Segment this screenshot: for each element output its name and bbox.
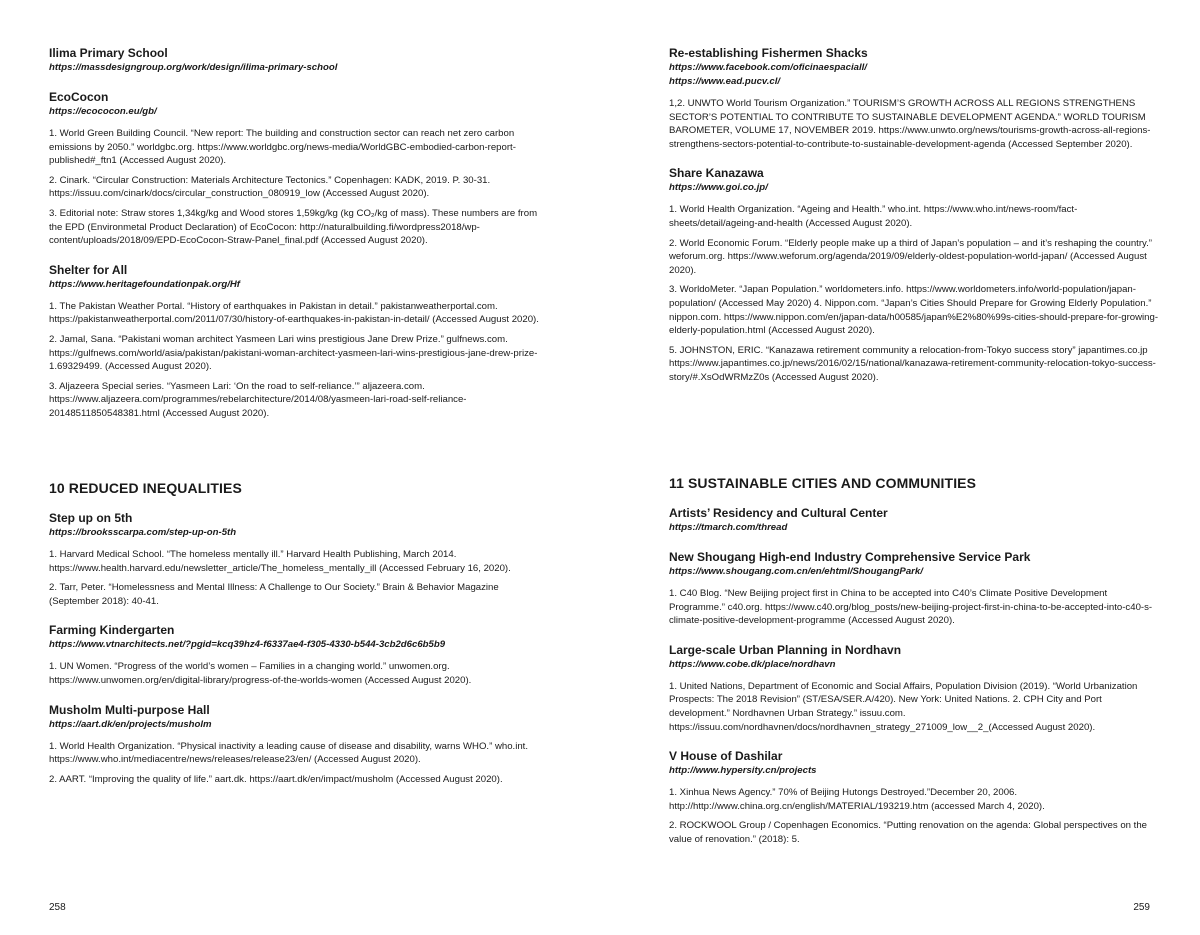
entry-title: Shelter for All [49, 262, 128, 277]
reference-note: 1. World Green Building Council. “New report: The building and construction sector can reach net zero carbon emissions by 2050.” worldgbc.org. https://www.worldgbc.org/news-media/WorldGBC-embodied-carbon-report-published#_ftn1 (Accessed August 2020). [49, 128, 516, 167]
project-link[interactable]: https://brooksscarpa.com/step-up-on-5th [49, 527, 237, 538]
project-link[interactable]: https://tmarch.com/thread [669, 522, 788, 533]
right-section-sustainable-cities [669, 474, 1159, 862]
page-number-right: 259 [1133, 902, 1150, 913]
reference-entry [669, 550, 1159, 628]
reference-note: 2. World Economic Forum. “Elderly people make up a third of Japan’s population – and it’s reshaping the country.” weforum.org. https://www.weforum.org/agenda/2019/09/elderly-oldest-population-world-japan/ (Accessed August 2020). [669, 237, 1152, 276]
entry-title: Re-establishing Fishermen Shacks [669, 46, 868, 60]
reference-entry [49, 623, 539, 687]
reference-entry [669, 46, 1159, 151]
project-link[interactable]: https://www.goi.co.jp/ [669, 182, 768, 194]
entry-title: Artists’ Residency and Cultural Center [669, 506, 888, 520]
entry-title: EcoCocon [49, 90, 109, 104]
reference-note: 2. Tarr, Peter. “Homelessness and Mental Illness: A Challenge to Our Society.” Brain & Behavior Magazine (September 2018): 40-41. [49, 582, 499, 607]
reference-note: 2. AART. “Improving the quality of life.” aart.dk. https://aart.dk/en/impact/musholm (Accessed August 2020). [49, 773, 503, 785]
reference-note: 2. ROCKWOOL Group / Copenhagen Economics. “Putting renovation on the agenda: Global perspectives on the value of renovation.” (2018): 5. [669, 820, 1148, 845]
reference-entry [49, 511, 539, 608]
reference-note: 3. WorldoMeter. “Japan Population.” worldometers.info. https://www.worldometers.info/world-population/japan-population/ (Accessed May 2020) 4. Nippon.com. “Japan’s Cities Should Prepare for Growing Elderly Population.” nippon.com. https://www.nippon.com/en/japan-data/h00585/japan%E2%80%99s-cities-should-prepare-for-growing-elderly-population.html (Accessed August 2020). [669, 284, 1159, 337]
reference-entry [49, 263, 539, 421]
project-link[interactable]: https://www.cobe.dk/place/nordhavn [669, 658, 836, 670]
reference-note: 1. World Health Organization. “Ageing and Health.” who.int. https://www.who.int/news-room/fact-sheets/detail/ageing-and-health (Accessed August 2020). [669, 204, 1078, 229]
entry-title: Step up on 5th [49, 511, 133, 525]
project-link[interactable]: https://www.facebook.com/oficinaespaciall/ [669, 62, 867, 73]
project-link[interactable]: https://www.heritagefoundationpak.org/Hf [49, 278, 240, 290]
reference-note: 1. Xinhua News Agency.” 70% of Beijing Hutongs Destroyed.”December 20, 2006. http://http://www.china.org.cn/english/MATERIAL/193219.htm (accessed March 4, 2020). [669, 787, 1045, 812]
reference-note: 1. The Pakistan Weather Portal. “History of earthquakes in Pakistan in detail.” pakistanweatherportal.com. https://pakistanweatherportal.com/2011/07/30/history-of-earthquakes-in-pakistan-in-detail/ (Accessed August 2020). [49, 300, 539, 326]
reference-note: 2. Cinark. “Circular Construction: Materials Architecture Tectonics.” Copenhagen: KADK, 2019. P. 30-31. https://issuu.com/cinark/docs/circular_construction_080919_low (Accessed August 2020). [49, 174, 491, 200]
entry-title: Ilima Primary School [49, 46, 168, 60]
section-heading: 11 SUSTAINABLE CITIES AND COMMUNITIES [669, 475, 977, 491]
reference-note: 1. United Nations, Department of Economic and Social Affairs, Population Division (2019). “World Urbanization Prospects: The 2018 Revision” (ST/ESA/SER.A/420). New York: United Nations. 2. CPH City and Port development.” Nordhavnen Urban Strategy.” issuu.com. https://issuu.com/nordhavnen/docs/nordhavnen_strategy_271009_low__2_(Accessed August 2020). [669, 680, 1138, 733]
entry-title: Musholm Multi-purpose Hall [49, 702, 210, 717]
reference-note: 1,2. UNWTO World Tourism Organization.” TOURISM’S GROWTH ACROSS ALL REGIONS STRENGTHENS SECTOR’S POTENTIAL TO CONTRIBUTE TO SUSTAINABLE DEVELOPMENT AGENDA.” WORLD TOURISM BAROMETER, VOLUME 17, NOVEMBER 2019. https://www.unwto.org/news/tourisms-growth-across-all-regions-strengthens-sectors-potential-to-contribute-to-sustainable-development-agenda (Accessed September 2020). [669, 98, 1151, 150]
reference-note: 1. World Health Organization. “Physical inactivity a leading cause of disease and disability, warns WHO.” who.int. https://www.who.int/mediacentre/news/releases/release23/en/ (Accessed August 2020). [49, 740, 529, 766]
project-link[interactable]: https://aart.dk/en/projects/musholm [49, 718, 212, 730]
entry-title: V House of Dashilar [669, 749, 783, 764]
project-link[interactable]: http://www.hypersity.cn/projects [669, 765, 817, 777]
reference-entry [669, 166, 1159, 384]
reference-entry [49, 703, 539, 787]
entry-title: New Shougang High-end Industry Comprehensive Service Park [669, 550, 1031, 564]
reference-entry [49, 46, 539, 75]
right-page-column [669, 46, 1159, 400]
project-link[interactable]: https://massdesigngroup.org/work/design/ilima-primary-school [49, 62, 338, 73]
reference-entry [669, 643, 1159, 734]
reference-note: 1. Harvard Medical School. “The homeless mentally ill.” Harvard Health Publishing, March 2014. https://www.health.harvard.edu/newsletter_article/The_homeless_mentally_ill (Accessed February 16, 2020). [49, 549, 511, 574]
reference-entry [669, 749, 1159, 846]
reference-entry [49, 90, 539, 248]
reference-note: 3. Editorial note: Straw stores 1,34kg/kg and Wood stores 1,59kg/kg (kg CO₂/kg of mass). These numbers are from the EPD (Environmetal Product Declaration) of EcoCocon: http://naturalbuilding.fi/wordpress2018/wp-content/uploads/2018/09/EPD-EcoCocon-Straw-Panel_final.pdf (Accessed August 2020). [49, 207, 538, 247]
entry-title: Farming Kindergarten [49, 623, 175, 638]
reference-note: 1. UN Women. “Progress of the world’s women – Families in a changing world.” unwomen.org. https://www.unwomen.org/en/digital-library/progress-of-the-worlds-women (Accessed August 2020). [49, 661, 472, 686]
project-link[interactable]: https://www.shougang.com.cn/en/ehtml/ShougangPark/ [669, 566, 923, 577]
reference-note: 5. JOHNSTON, ERIC. “Kanazawa retirement community a relocation-from-Tokyo success story” japantimes.co.jp https://www.japantimes.co.jp/news/2016/02/15/national/kanazawa-retirement-community-relocation-tokyo-success-story/#.XsOdWRMzZ0s (Accessed August 2020). [669, 344, 1156, 383]
entry-title: Share Kanazawa [669, 166, 764, 181]
entry-title: Large-scale Urban Planning in Nordhavn [669, 642, 902, 657]
reference-note: 1. C40 Blog. “New Beijing project first in China to be accepted into C40’s Climate Positive Development Programme.” c40.org. https://www.c40.org/blog_posts/new-beijing-project-first-in-china-to-be-accepted-into-c40-s-climate-positive-development-programme (Accessed August 2020). [669, 588, 1153, 627]
left-section-reduced-inequalities [49, 479, 539, 801]
left-page-column [49, 46, 539, 436]
reference-entry [669, 506, 1159, 535]
reference-note: 3. Aljazeera Special series. “Yasmeen Lari: ‘On the road to self-reliance.’” aljazeera.com. https://www.aljazeera.com/programmes/rebelarchitecture/2014/08/yasmeen-lari-road-self-reliance-20148511850548381.html (Accessed August 2020). [49, 380, 467, 419]
section-heading: 10 REDUCED INEQUALITIES [49, 480, 242, 496]
page-number-left: 258 [49, 902, 66, 913]
project-link[interactable]: https://www.vtnarchitects.net/?pgid=kcq39hz4-f6337ae4-f305-4330-b544-3cb2d6c6b5b9 [49, 639, 446, 651]
project-link[interactable]: https://ecococon.eu/gb/ [49, 106, 157, 117]
project-link[interactable]: https://www.ead.pucv.cl/ [669, 76, 781, 87]
reference-note: 2. Jamal, Sana. “Pakistani woman architect Yasmeen Lari wins prestigious Jane Drew Prize.” gulfnews.com. https://gulfnews.com/world/asia/pakistan/pakistani-woman-architect-yasmeen-lari-wins-prestigious-jane-drew-prize-1.69329499. (Accessed August 2020). [49, 333, 538, 373]
